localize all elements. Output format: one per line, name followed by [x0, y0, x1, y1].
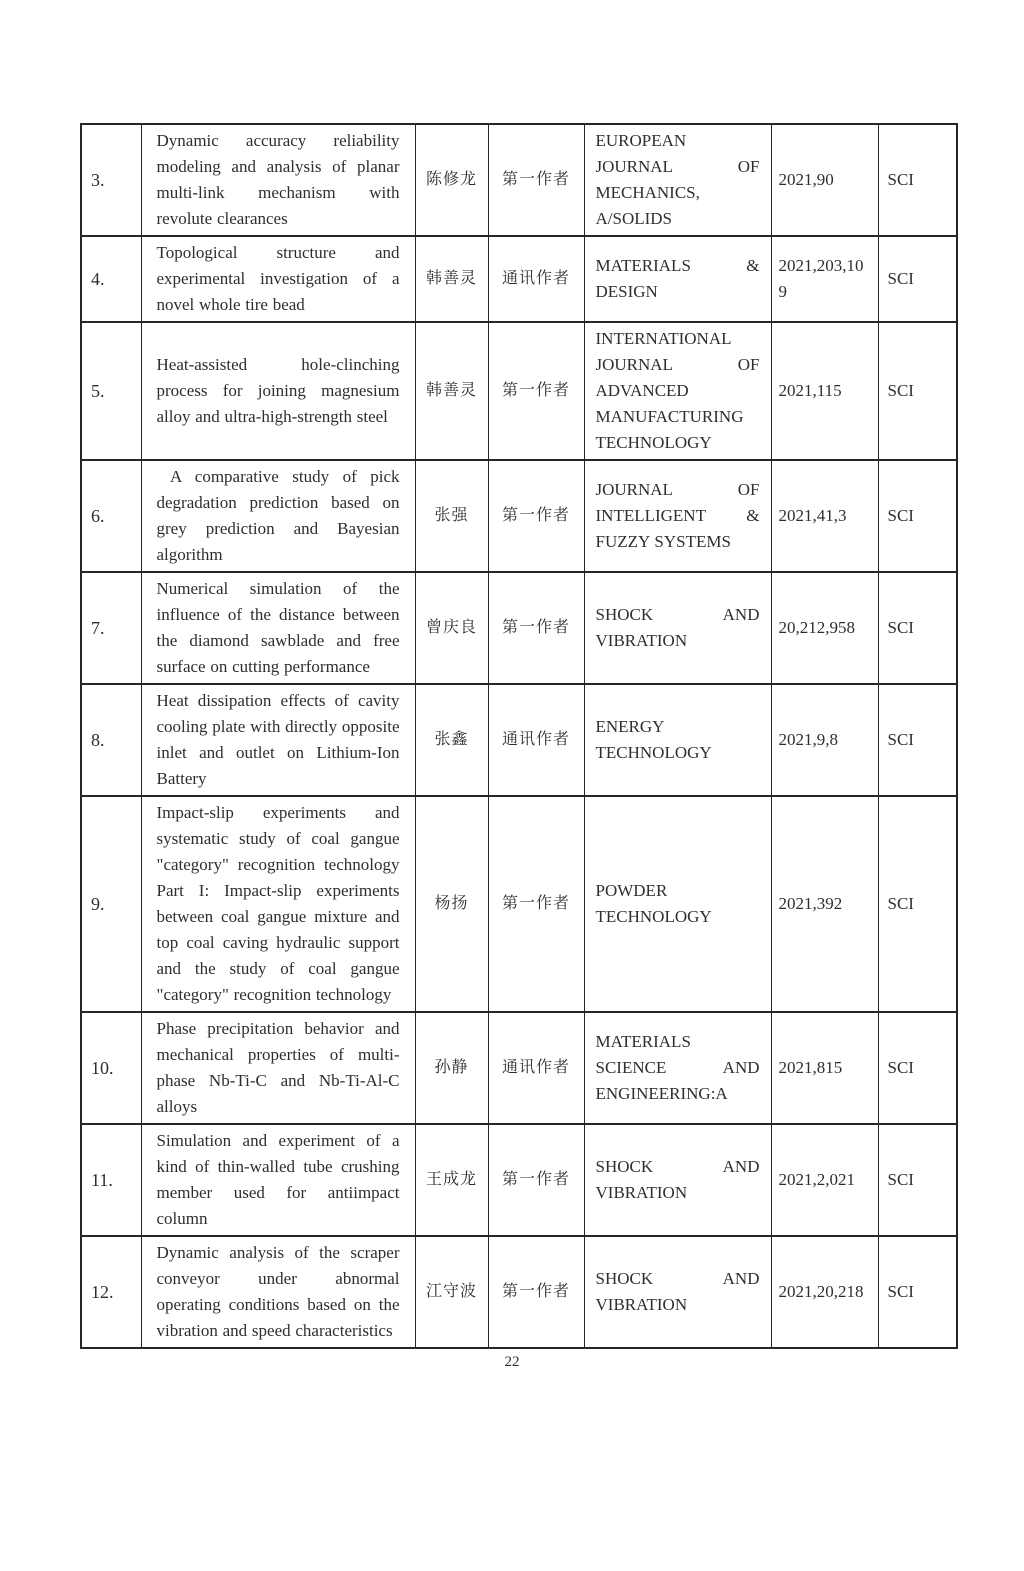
index-tag-cell: SCI: [878, 322, 957, 460]
index-tag-cell: SCI: [878, 684, 957, 796]
index-tag-cell: SCI: [878, 1012, 957, 1124]
row-number-cell: 9.: [81, 796, 141, 1012]
index-tag-cell: SCI: [878, 236, 957, 322]
paper-title-cell: A comparative study of pick degradation prediction based on grey prediction and Bayesian algorithm: [141, 460, 415, 572]
publication-row: [81, 684, 957, 796]
row-number-cell: 10.: [81, 1012, 141, 1124]
author-role-cell: 第一作者: [488, 124, 584, 236]
row-number-cell: 3.: [81, 124, 141, 236]
year-volume-cell: 2021,2,021: [771, 1124, 878, 1236]
paper-title-cell: Heat-assisted hole-clinching process for joining magnesium alloy and ultra-high-strength steel: [141, 322, 415, 460]
journal-name-cell: MATERIALS SCIENCE AND ENGINEERING:A: [584, 1012, 771, 1124]
year-volume-cell: 2021,20,218: [771, 1236, 878, 1348]
author-name-cell: 张鑫: [415, 684, 488, 796]
author-name-cell: 张强: [415, 460, 488, 572]
year-volume-cell: 2021,203,109: [771, 236, 878, 322]
author-role-cell: 通讯作者: [488, 236, 584, 322]
publication-row: [81, 124, 957, 236]
journal-name-cell: MATERIALS & DESIGN: [584, 236, 771, 322]
row-number-cell: 11.: [81, 1124, 141, 1236]
paper-title-cell: Simulation and experiment of a kind of thin-walled tube crushing member used for antiimpact column: [141, 1124, 415, 1236]
publication-row: [81, 236, 957, 322]
author-role-cell: 通讯作者: [488, 1012, 584, 1124]
author-name-cell: 孙静: [415, 1012, 488, 1124]
row-number-cell: 5.: [81, 322, 141, 460]
author-name-cell: 陈修龙: [415, 124, 488, 236]
row-number-cell: 4.: [81, 236, 141, 322]
journal-name-cell: POWDER TECHNOLOGY: [584, 796, 771, 1012]
author-role-cell: 第一作者: [488, 322, 584, 460]
row-number-cell: 7.: [81, 572, 141, 684]
year-volume-cell: 2021,9,8: [771, 684, 878, 796]
author-name-cell: 曾庆良: [415, 572, 488, 684]
publication-row: [81, 796, 957, 1012]
year-volume-cell: 2021,392: [771, 796, 878, 1012]
page-number: 22: [504, 1354, 520, 1370]
row-number-cell: 12.: [81, 1236, 141, 1348]
year-volume-cell: 2021,115: [771, 322, 878, 460]
journal-name-cell: EUROPEAN JOURNAL OF MECHANICS, A/SOLIDS: [584, 124, 771, 236]
journal-name-cell: JOURNAL OF INTELLIGENT & FUZZY SYSTEMS: [584, 460, 771, 572]
journal-name-cell: SHOCK AND VIBRATION: [584, 572, 771, 684]
index-tag-cell: SCI: [878, 124, 957, 236]
author-role-cell: 第一作者: [488, 1236, 584, 1348]
index-tag-cell: SCI: [878, 1236, 957, 1348]
journal-name-cell: SHOCK AND VIBRATION: [584, 1236, 771, 1348]
author-name-cell: 韩善灵: [415, 236, 488, 322]
author-role-cell: 第一作者: [488, 1124, 584, 1236]
publication-row: [81, 322, 957, 460]
paper-title-cell: Numerical simulation of the influence of the distance between the diamond sawblade and free surface on cutting performance: [141, 572, 415, 684]
index-tag-cell: SCI: [878, 460, 957, 572]
author-name-cell: 江守波: [415, 1236, 488, 1348]
row-number-cell: 8.: [81, 684, 141, 796]
publications-table-body: [81, 124, 957, 1348]
year-volume-cell: 2021,41,3: [771, 460, 878, 572]
journal-name-cell: SHOCK AND VIBRATION: [584, 1124, 771, 1236]
paper-title-cell: Topological structure and experimental investigation of a novel whole tire bead: [141, 236, 415, 322]
document-page: [0, 123, 1024, 1571]
author-name-cell: 韩善灵: [415, 322, 488, 460]
year-volume-cell: 2021,90: [771, 124, 878, 236]
author-role-cell: 第一作者: [488, 572, 584, 684]
author-name-cell: 王成龙: [415, 1124, 488, 1236]
author-role-cell: 通讯作者: [488, 684, 584, 796]
index-tag-cell: SCI: [878, 1124, 957, 1236]
index-tag-cell: SCI: [878, 796, 957, 1012]
row-number-cell: 6.: [81, 460, 141, 572]
publication-row: [81, 460, 957, 572]
journal-name-cell: INTERNATIONAL JOURNAL OF ADVANCED MANUFACTURING TECHNOLOGY: [584, 322, 771, 460]
author-role-cell: 第一作者: [488, 460, 584, 572]
publication-row: [81, 572, 957, 684]
author-role-cell: 第一作者: [488, 796, 584, 1012]
publication-row: [81, 1012, 957, 1124]
publication-row: [81, 1124, 957, 1236]
author-name-cell: 杨扬: [415, 796, 488, 1012]
year-volume-cell: 20,212,958: [771, 572, 878, 684]
paper-title-cell: Dynamic accuracy reliability modeling and analysis of planar multi-link mechanism with revolute clearances: [141, 124, 415, 236]
paper-title-cell: Heat dissipation effects of cavity cooling plate with directly opposite inlet and outlet on Lithium-Ion Battery: [141, 684, 415, 796]
paper-title-cell: Impact-slip experiments and systematic study of coal gangue "category" recognition technology Part I: Impact-slip experiments between coal gangue mixture and top coal caving hydraulic support and the study of coal gangue "category" recognition technology: [141, 796, 415, 1012]
publications-table: [80, 123, 958, 1349]
year-volume-cell: 2021,815: [771, 1012, 878, 1124]
paper-title-cell: Dynamic analysis of the scraper conveyor under abnormal operating conditions based on the vibration and speed characteristics: [141, 1236, 415, 1348]
paper-title-cell: Phase precipitation behavior and mechanical properties of multi-phase Nb-Ti-C and Nb-Ti-Al-C alloys: [141, 1012, 415, 1124]
journal-name-cell: ENERGY TECHNOLOGY: [584, 684, 771, 796]
index-tag-cell: SCI: [878, 572, 957, 684]
publication-row: [81, 1236, 957, 1348]
